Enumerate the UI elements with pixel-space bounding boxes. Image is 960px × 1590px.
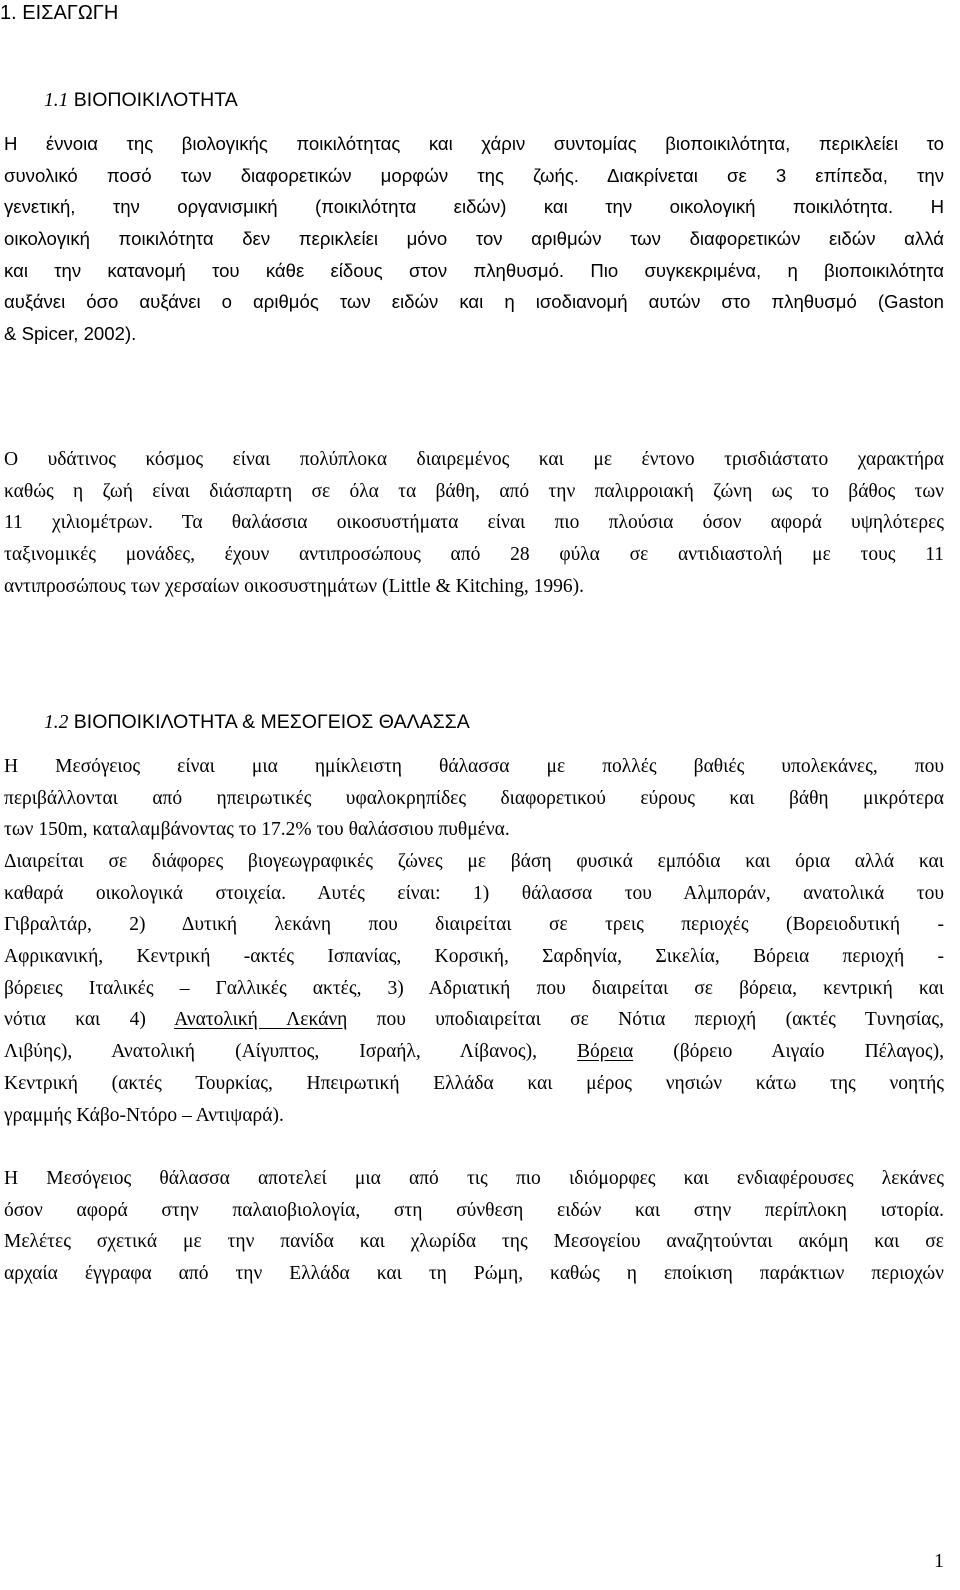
text-line: Ο υδάτινος κόσμος είναι πολύπλοκα διαιρεμένος και με έντονο τρισδιάστατο χαρακτήρα [4, 449, 944, 470]
section-number: 1.1 [44, 90, 69, 111]
text-line: Κεντρική (ακτές Τουρκίας, Ηπειρωτική Ελλάδα και μέρος νησιών κάτω της νοητής [4, 1072, 944, 1094]
text-line: συνολικό ποσό των διαφορετικών μορφών της ζωής. Διακρίνεται σε 3 επίπεδα, την [4, 164, 944, 186]
text-line: αυξάνει όσο αυξάνει ο αριθμός των ειδών και η ισοδιανομή αυτών στο πληθυσμό (Gaston [4, 291, 944, 313]
section2-paragraph3 [4, 1163, 944, 1290]
section1-paragraph1 [4, 128, 944, 350]
text-line: Η Μεσόγειος είναι μια ημίκλειστη θάλασσα με πολλές βαθιές υπολεκάνες, που [4, 756, 944, 777]
text-line: όσον αφορά στην παλαιοβιολογία, στη σύνθεση ειδών και στην περίπλοκη ιστορία. [4, 1199, 944, 1221]
text-line: αρχαία έγγραφα από την Ελλάδα και τη Ρώμη, καθώς η εποίκιση παράκτιων περιοχών [4, 1263, 944, 1285]
section-heading-1-1 [44, 87, 238, 114]
text-run: (βόρειο Αιγαίο Πέλαγος), [633, 1041, 944, 1063]
text-run: Λιβύης), Ανατολική (Αίγυπτος, Ισραήλ, Λίβανος), [4, 1041, 578, 1063]
text-line: Η έννοια της βιολογικής ποικιλότητας και χάριν συντομίας βιοποικιλότητα, περικλείει το [4, 133, 944, 154]
text-line: των 150m, καταλαμβάνοντας το 17.2% του θαλάσσιου πυθμένα. [4, 819, 510, 841]
section-title: ΒΙΟΠΟΙΚΙΛΟΤΗΤΑ & ΜΕΣΟΓΕΙΟΣ ΘΑΛΑΣΣΑ [73, 711, 470, 733]
section1-paragraph2 [4, 444, 944, 602]
text-line: αντιπροσώπους των χερσαίων οικοσυστημάτων (Little & Kitching, 1996). [4, 575, 584, 597]
text-run: που υποδιαιρείται σε Νότια περιοχή (ακτές Τυνησίας, [347, 1009, 944, 1031]
text-run: νότια και 4) [4, 1009, 175, 1031]
text-line: περιβάλλονται από ηπειρωτικές υφαλοκρηπίδες διαφορετικού εύρους και βάθη μικρότερα [4, 787, 944, 809]
text-line: οικολογική ποικιλότητα δεν περικλείει μόνο τον αριθμών των διαφορετικών ειδών αλλά [4, 228, 944, 250]
text-line: ταξινομικές μονάδες, έχουν αντιπροσώπους από 28 φύλα σε αντιδιαστολή με τους 11 [4, 544, 944, 566]
text-line: και την κατανομή του κάθε είδους στον πληθυσμό. Πιο συγκεκριμένα, η βιοποικιλότητα [4, 259, 944, 281]
text-line: γραμμής Κάβο-Ντόρο – Αντιψαρά). [4, 1104, 284, 1126]
text-line: Αφρικανική, Κεντρική -ακτές Ισπανίας, Κορσική, Σαρδηνία, Σικελία, Βόρεια περιοχή - [4, 946, 944, 968]
text-line: γενετική, την οργανισμική (ποικιλότητα ειδών) και την οικολογική ποικιλότητα. Η [4, 196, 944, 218]
text-line: Η Μεσόγειος θάλασσα αποτελεί μια από τις πιο ιδιόμορφες και ενδιαφέρουσες λεκάνες [4, 1168, 944, 1189]
text-line: Γιβραλτάρ, 2) Δυτική λεκάνη που διαιρείται σε τρεις περιοχές (Βορειοδυτική - [4, 914, 944, 936]
chapter-title: 1. ΕΙΣΑΓΩΓΗ [0, 2, 119, 24]
underlined-term: Ανατολική Λεκάνη [174, 1009, 348, 1031]
section-heading-1-2 [44, 709, 470, 736]
underlined-term: Βόρεια [577, 1041, 634, 1063]
text-line: καθώς η ζωή είναι διάσπαρτη σε όλα τα βάθη, από την παλιρροιακή ζώνη ως το βάθος των [4, 480, 944, 502]
section2-paragraph2 [4, 846, 944, 1131]
section2-paragraph1 [4, 751, 944, 846]
section-number: 1.2 [44, 712, 69, 733]
text-line: & Spicer, 2002). [4, 323, 137, 345]
section-title: ΒΙΟΠΟΙΚΙΛΟΤΗΤΑ [73, 89, 238, 111]
text-line: Μελέτες σχετικά με την πανίδα και χλωρίδα της Μεσογείου αναζητούνται ακόμη και σε [4, 1231, 944, 1253]
text-line-with-underline [4, 1036, 944, 1068]
text-line-with-underline [4, 1004, 944, 1036]
text-line: καθαρά οικολογικά στοιχεία. Αυτές είναι: 1) θάλασσα του Αλμποράν, ανατολικά του [4, 882, 944, 904]
text-line: Διαιρείται σε διάφορες βιογεωγραφικές ζώνες με βάση φυσικά εμπόδια και όρια αλλά και [4, 851, 944, 872]
text-line: βόρειες Ιταλικές – Γαλλικές ακτές, 3) Αδριατική που διαιρείται σε βόρεια, κεντρική και [4, 977, 944, 999]
text-line: 11 χιλιομέτρων. Τα θαλάσσια οικοσυστήματα είναι πιο πλούσια όσον αφορά υψηλότερες [4, 512, 944, 534]
page-number: 1 [934, 1550, 944, 1572]
